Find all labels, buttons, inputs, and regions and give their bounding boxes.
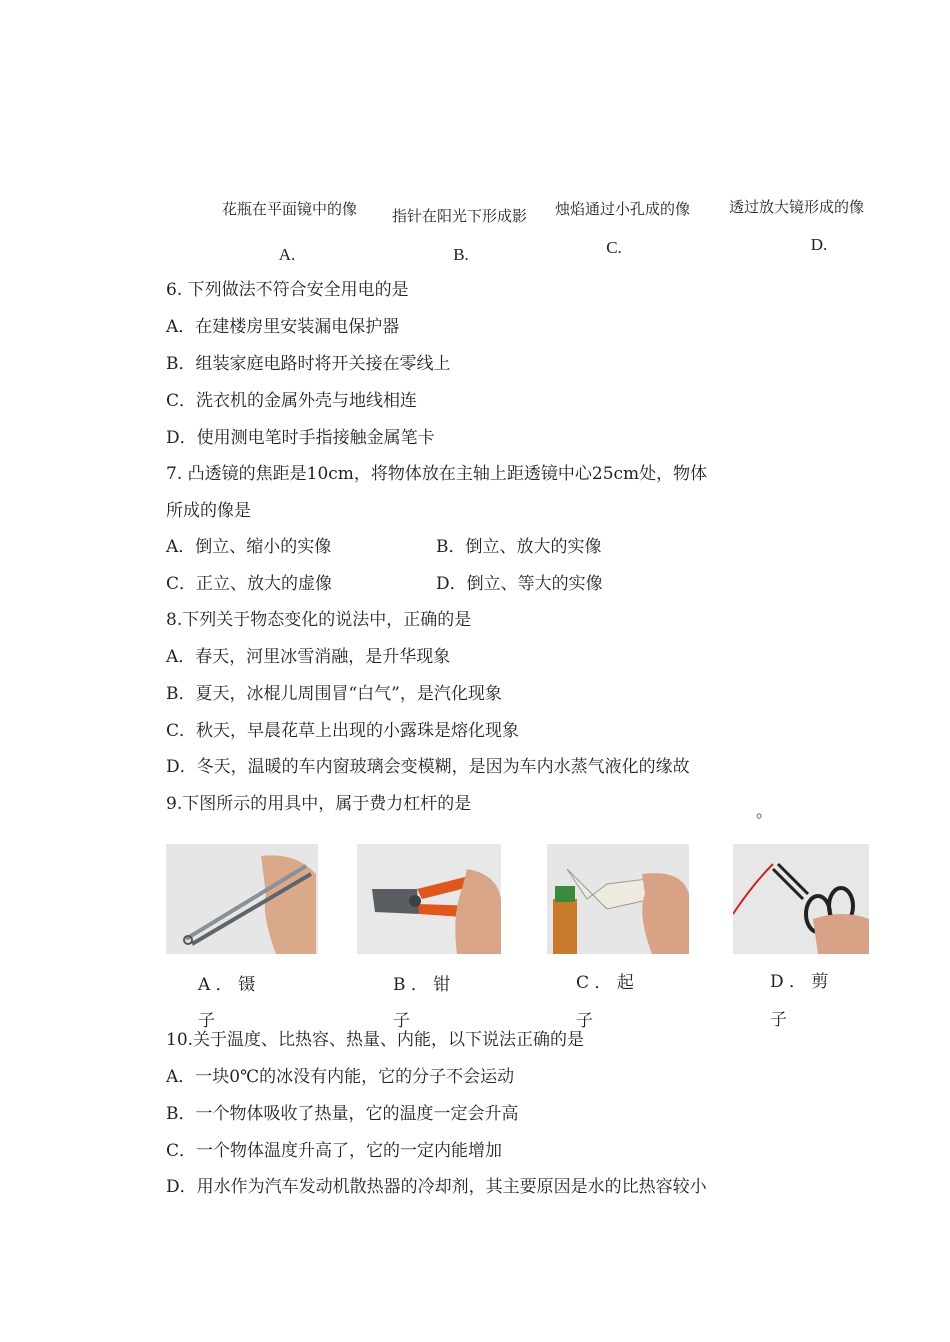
tool-caption-c-line2: 子 xyxy=(576,1011,593,1031)
pliers-photo xyxy=(357,844,501,954)
scissors-photo xyxy=(733,844,869,954)
tool-caption-d-line2: 子 xyxy=(770,1010,787,1030)
option-letter-d: D. xyxy=(810,235,828,254)
q7-stem-line2: 所成的像是 xyxy=(166,501,251,521)
caption-a: 花瓶在平面镜中的像 xyxy=(222,200,358,218)
q6-stem: 6. 下列做法不符合安全用电的是 xyxy=(166,280,409,300)
scissors-icon xyxy=(733,844,869,954)
q7-option-c: C．正立、放大的虚像 xyxy=(166,574,333,594)
q9-end-mark: 。 xyxy=(756,802,773,822)
q10-option-b: B．一个物体吸收了热量，它的温度一定会升高 xyxy=(166,1104,519,1124)
tool-caption-b: B ． 钳 xyxy=(393,975,451,995)
q8-stem: 8.下列关于物态变化的说法中，正确的是 xyxy=(166,610,472,630)
q8-option-a: A．春天，河里冰雪消融，是升华现象 xyxy=(166,647,451,667)
q9-stem: 9.下图所示的用具中，属于费力杠杆的是 xyxy=(166,794,472,814)
q6-option-d: D．使用测电笔时手指接触金属笔卡 xyxy=(166,428,435,448)
tool-caption-a-line2: 子 xyxy=(198,1011,215,1031)
q8-option-c: C．秋天，早晨花草上出现的小露珠是熔化现象 xyxy=(166,721,520,741)
q6-option-a: A．在建楼房里安装漏电保护器 xyxy=(166,317,400,337)
q7-option-a: A．倒立、缩小的实像 xyxy=(166,537,332,557)
q6-option-b: B．组装家庭电路时将开关接在零线上 xyxy=(166,354,451,374)
q10-stem: 10.关于温度、比热容、热量、内能，以下说法正确的是 xyxy=(166,1030,585,1050)
tweezers-icon xyxy=(166,844,318,954)
tool-caption-a: A ． 镊 xyxy=(198,975,256,995)
q10-option-d: D．用水作为汽车发动机散热器的冷却剂，其主要原因是水的比热容较小 xyxy=(166,1177,707,1197)
q8-option-b: B．夏天，冰棍儿周围冒“白气”，是汽化现象 xyxy=(166,684,502,704)
q6-option-c: C．洗衣机的金属外壳与地线相连 xyxy=(166,391,418,411)
option-letter-b: B. xyxy=(453,245,469,264)
q10-option-a: A．一块0℃的冰没有内能，它的分子不会运动 xyxy=(166,1067,515,1087)
bottle-opener-photo xyxy=(547,844,689,954)
tweezers-photo xyxy=(166,844,318,954)
caption-b: 指针在阳光下形成影 xyxy=(392,207,528,225)
q10-option-c: C．一个物体温度升高了，它的一定内能增加 xyxy=(166,1141,503,1161)
q8-option-d: D．冬天，温暖的车内窗玻璃会变模糊，是因为车内水蒸气液化的缘故 xyxy=(166,757,690,777)
pliers-icon xyxy=(357,844,501,954)
caption-d: 透过放大镜形成的像 xyxy=(729,198,865,216)
bottle-opener-icon xyxy=(547,844,689,954)
caption-c: 烛焰通过小孔成的像 xyxy=(555,200,691,218)
tool-caption-d: D ． 剪 xyxy=(770,972,829,992)
q7-option-d: D．倒立、等大的实像 xyxy=(436,574,603,594)
q7-stem-line1: 7. 凸透镜的焦距是10cm，将物体放在主轴上距透镜中心25cm处，物体 xyxy=(166,464,708,484)
option-letter-c: C. xyxy=(606,238,622,257)
tool-caption-c: C ． 起 xyxy=(576,973,634,993)
option-letter-a: A. xyxy=(278,245,296,264)
tool-caption-b-line2: 子 xyxy=(393,1011,410,1031)
q7-option-b: B．倒立、放大的实像 xyxy=(436,537,602,557)
